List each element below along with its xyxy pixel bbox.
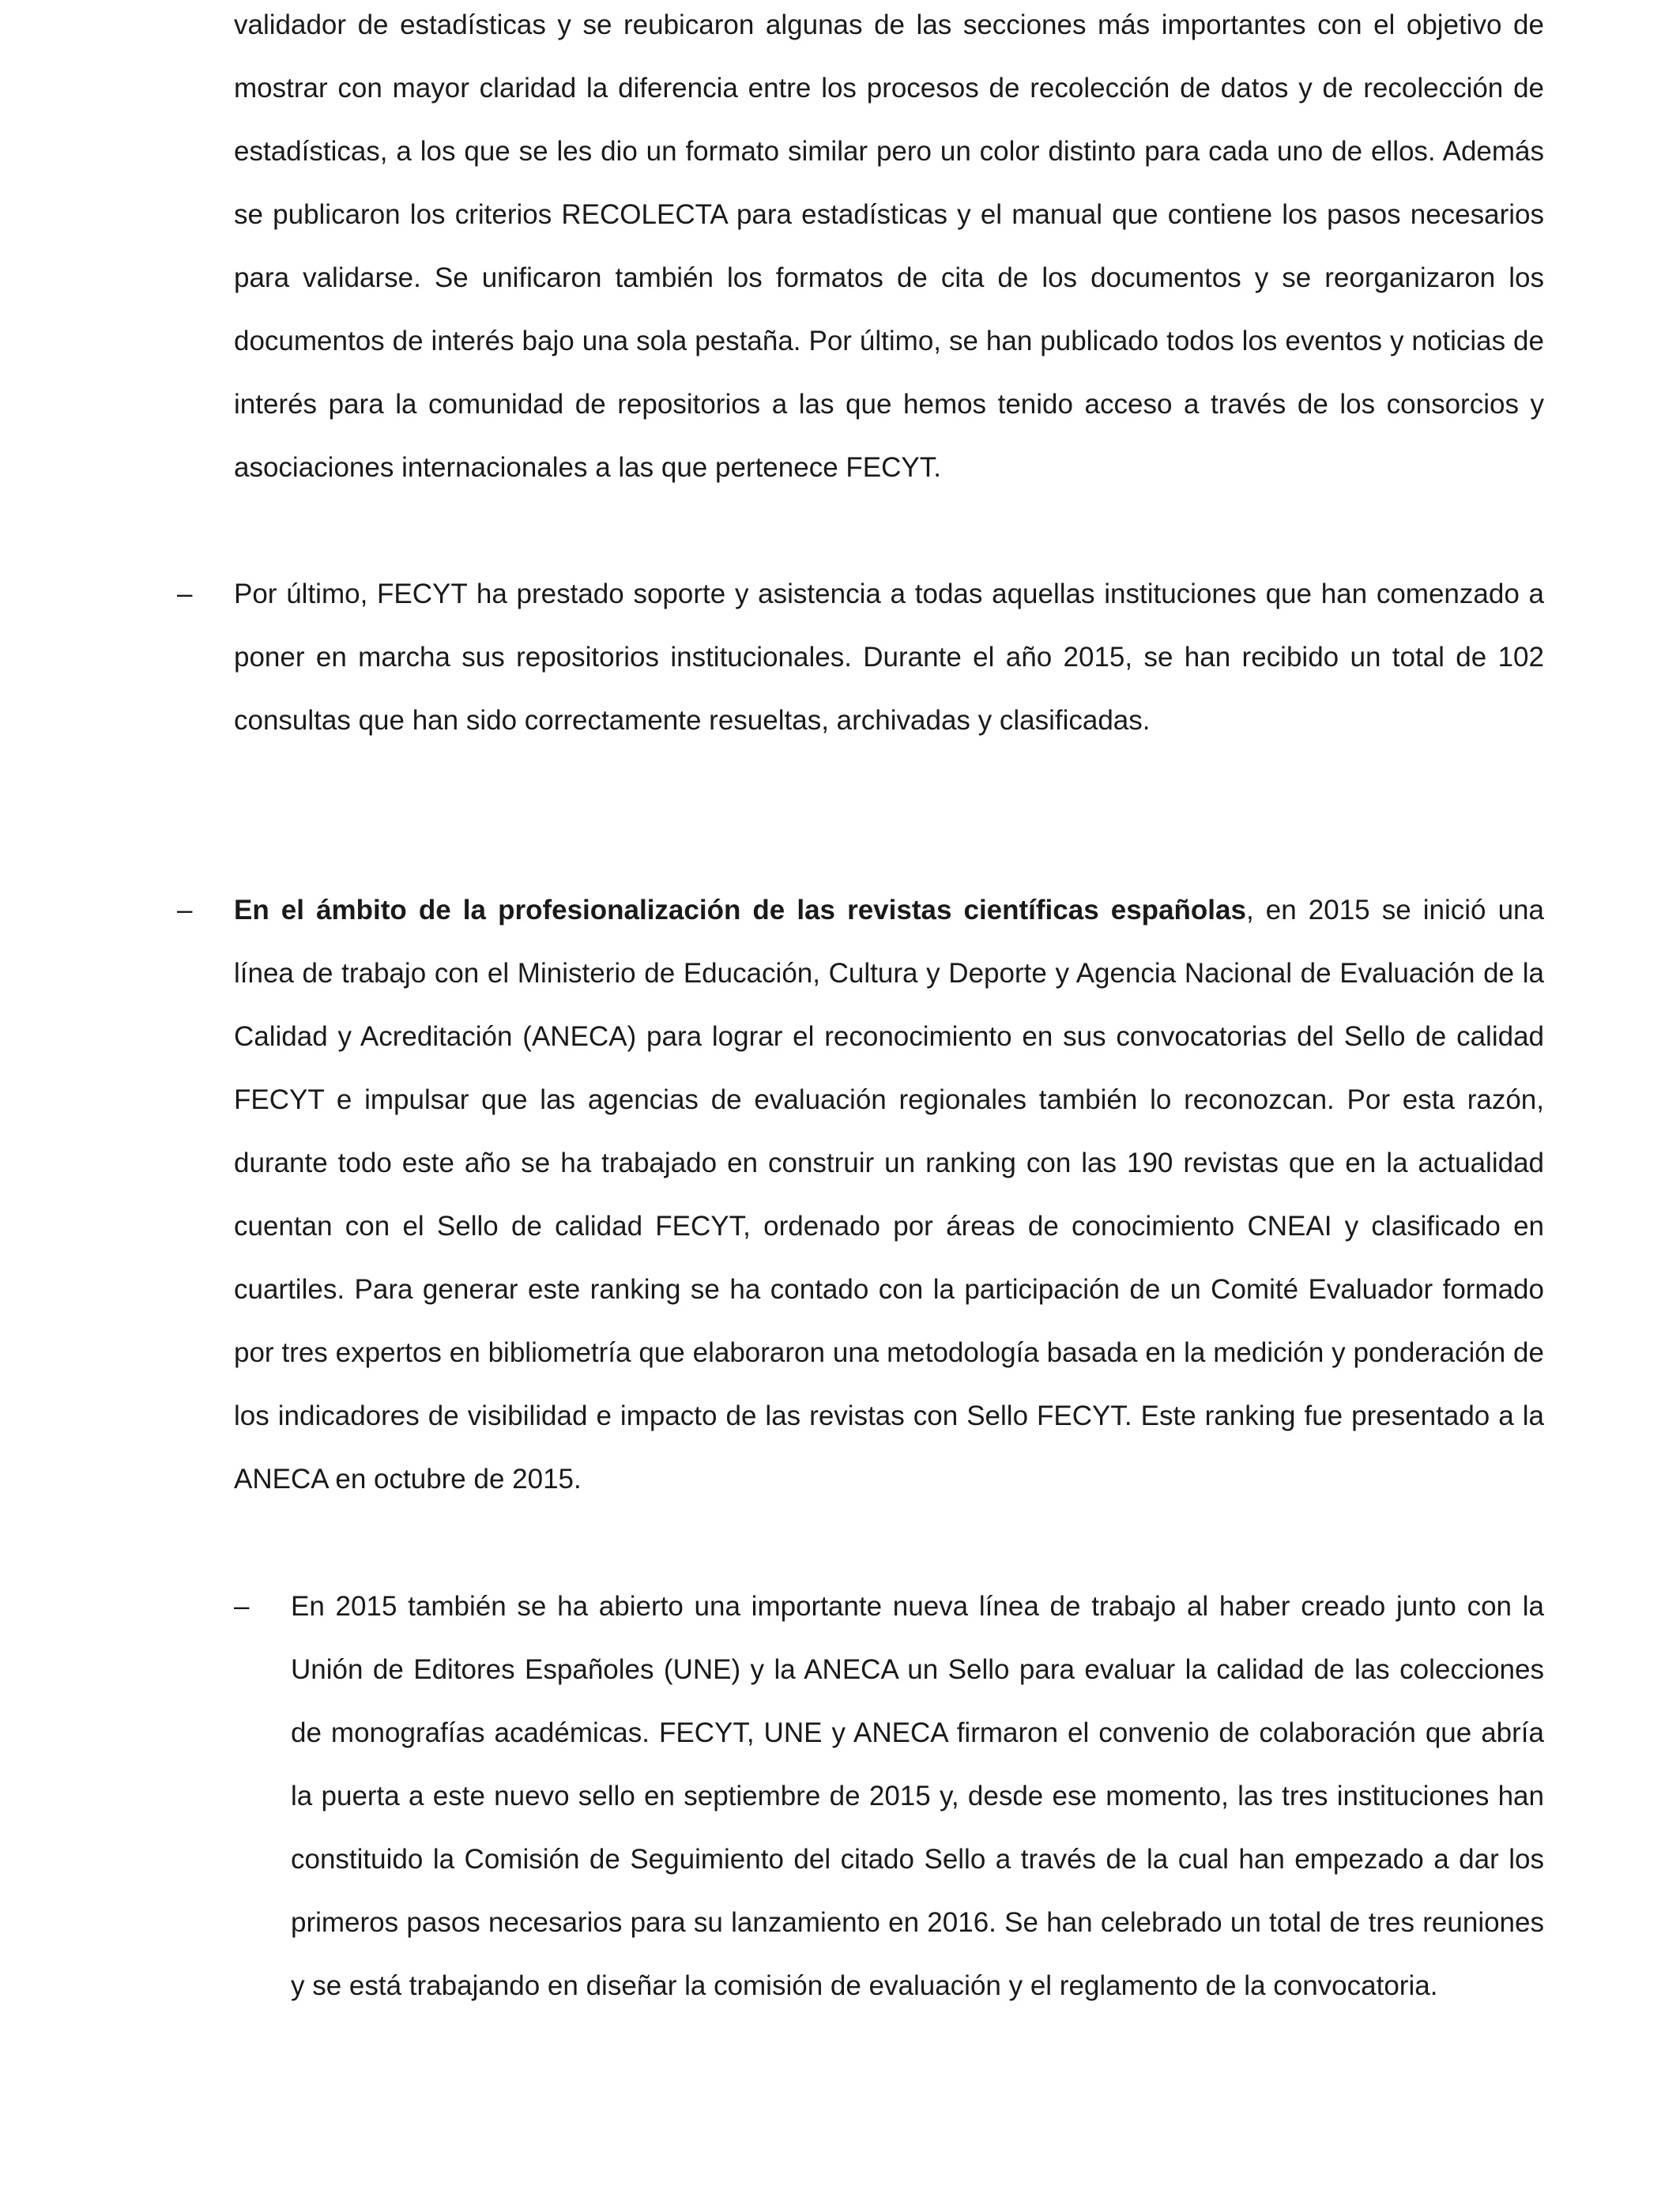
paragraph-text: validador de estadísticas y se reubicaron algunas de las secciones más importantes con el objetivo de mostrar con mayor claridad la diferencia entre los procesos de recolección de datos y de recolección de estadísticas, a los que se les dio un formato similar pero un color distinto para cada uno de ellos. Además se publicaron los criterios RECOLECTA para estadísticas y el manual que contiene los pasos necesarios para validarse. Se unificaron también los formatos de cita de los documentos y se reorganizaron los documentos de interés bajo una sola pestaña. Por último, se han publicado todos los eventos y noticias de interés para la comunidad de repositorios a las que hemos tenido acceso a través de los consorcios y asociaciones internacionales a las que pertenece FECYT. — [234, 9, 1544, 483]
paragraph-recolecta-continuation — [234, 0, 1544, 499]
paragraph-support-institutions — [234, 563, 1544, 752]
paragraph-bold-lead: En el ámbito de la profesionalización de las revistas científicas españolas — [234, 895, 1246, 925]
list-bullet-dash: – — [177, 895, 193, 925]
paragraph-journals-professionalization — [234, 879, 1544, 1511]
list-bullet-dash: – — [234, 1591, 250, 1622]
paragraph-text: Por último, FECYT ha prestado soporte y asistencia a todas aquellas instituciones que han comenzado a poner en marcha sus repositorios institucionales. Durante el año 2015, se han recibido un total de 102 consultas que han sido correctamente resueltas, archivadas y clasificadas. — [234, 579, 1544, 736]
paragraph-monographs-seal — [291, 1575, 1544, 2018]
paragraph-text: , en 2015 se inició una línea de trabajo con el Ministerio de Educación, Cultura y Deporte y Agencia Nacional de Evaluación de la Calidad y Acreditación (ANECA) para lograr el reconocimiento en sus convocatorias del Sello de calidad FECYT e impulsar que las agencias de evaluación regionales también lo reconozcan. Por esta razón, durante todo este año se ha trabajado en construir un ranking con las 190 revistas que en la actualidad cuentan con el Sello de calidad FECYT, ordenado por áreas de conocimiento CNEAI y clasificado en cuartiles. Para generar este ranking se ha contado con la participación de un Comité Evaluador formado por tres expertos en bibliometría que elaboraron una metodología basada en la medición y ponderación de los indicadores de visibilidad e impacto de las revistas con Sello FECYT. Este ranking fue presentado a la ANECA en octubre de 2015. — [234, 895, 1544, 1495]
list-bullet-dash: – — [177, 579, 193, 609]
paragraph-text: En 2015 también se ha abierto una importante nueva línea de trabajo al haber creado junto con la Unión de Editores Españoles (UNE) y la ANECA un Sello para evaluar la calidad de las colecciones de monografías académicas. FECYT, UNE y ANECA firmaron el convenio de colaboración que abría la puerta a este nuevo sello en septiembre de 2015 y, desde ese momento, las tres instituciones han constituido la Comisión de Seguimiento del citado Sello a través de la cual han empezado a dar los primeros pasos necesarios para su lanzamiento en 2016. Se han celebrado un total de tres reuniones y se está trabajando en diseñar la comisión de evaluación y el reglamento de la convocatoria. — [291, 1591, 1544, 2001]
